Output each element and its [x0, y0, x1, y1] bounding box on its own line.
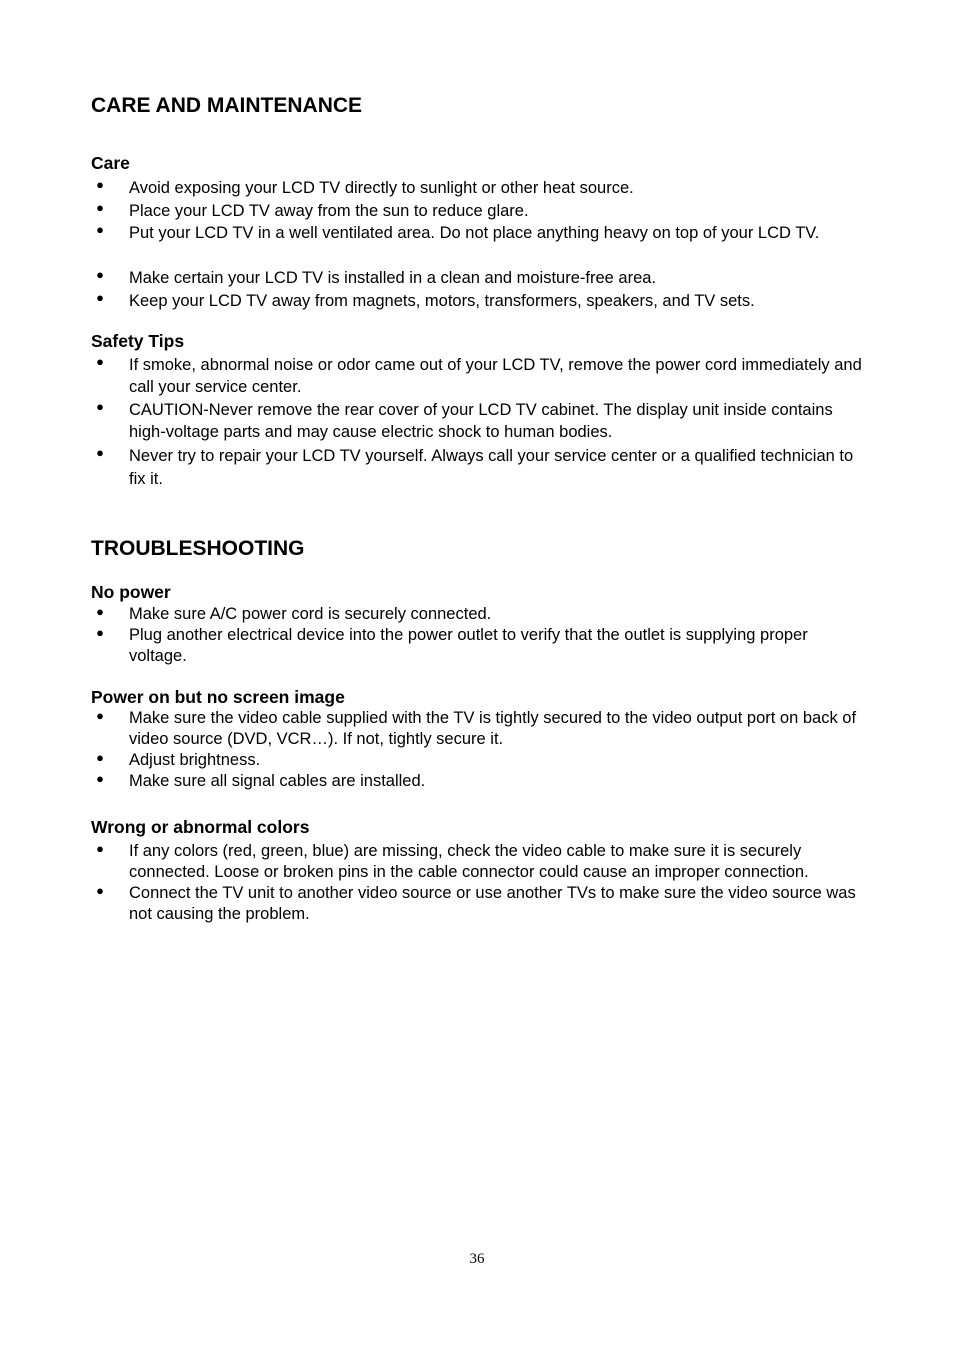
page-number: 36: [469, 1251, 485, 1267]
subheading-safety-tips: Safety Tips: [91, 331, 185, 351]
list-item-text: Make certain your LCD TV is installed in a clean and moisture-free area.: [129, 269, 657, 287]
list-item-text: Keep your LCD TV away from magnets, motors, transformers, speakers, and TV sets.: [129, 292, 755, 310]
bullet-icon: ●: [96, 604, 104, 619]
subheading-no-power: No power: [91, 582, 171, 602]
bullet-icon: ●: [96, 750, 104, 765]
list-item-text: CAUTION-Never remove the rear cover of your LCD TV cabinet. The display unit inside contains high-voltage parts and may cause electric shock to human bodies.: [129, 401, 833, 441]
subheading-no-screen-image: Power on but no screen image: [91, 687, 345, 707]
list-item-text: Put your LCD TV in a well ventilated area. Do not place anything heavy on top of your LCD TV.: [129, 224, 820, 242]
bullet-icon: ●: [96, 200, 104, 215]
list-item-text: Never try to repair your LCD TV yourself. Always call your service center or a qualified technician to fix it.: [129, 447, 854, 488]
list-item-text: Place your LCD TV away from the sun to reduce glare.: [129, 202, 529, 220]
section-title-care-maintenance: CARE AND MAINTENANCE: [91, 94, 363, 117]
list-item-text: Make sure all signal cables are installed.: [129, 772, 426, 790]
list-item-text: Plug another electrical device into the power outlet to verify that the outlet is supplying proper voltage.: [129, 626, 808, 665]
list-item-text: If smoke, abnormal noise or odor came out of your LCD TV, remove the power cord immediately and call your service center.: [129, 356, 862, 396]
bullet-icon: ●: [96, 445, 104, 460]
bullet-icon: ●: [96, 267, 104, 282]
list-item-text: Make sure A/C power cord is securely connected.: [129, 605, 492, 623]
bullet-icon: ●: [96, 625, 104, 640]
list-item-text: Avoid exposing your LCD TV directly to sunlight or other heat source.: [129, 179, 634, 197]
bullet-icon: ●: [96, 290, 104, 305]
bullet-icon: ●: [96, 708, 104, 723]
list-item-text: If any colors (red, green, blue) are missing, check the video cable to make sure it is securely connected. Loose or broken pins in the cable connector could cause an improper connection.: [129, 842, 809, 881]
bullet-icon: ●: [96, 399, 104, 414]
subheading-wrong-colors: Wrong or abnormal colors: [91, 817, 310, 837]
bullet-icon: ●: [96, 883, 104, 898]
bullet-icon: ●: [96, 771, 104, 786]
bullet-icon: ●: [96, 841, 104, 856]
bullet-icon: ●: [96, 354, 104, 369]
bullet-icon: ●: [96, 177, 104, 192]
section-title-troubleshooting: TROUBLESHOOTING: [91, 537, 305, 560]
subheading-care: Care: [91, 153, 130, 173]
list-item-text: Make sure the video cable supplied with the TV is tightly secured to the video output port on back of video source (DVD, VCR…). If not, tightly secure it.: [129, 709, 857, 748]
list-item-text: Adjust brightness.: [129, 751, 261, 769]
bullet-icon: ●: [96, 222, 104, 237]
list-item-text: Connect the TV unit to another video source or use another TVs to make sure the video source was not causing the problem.: [129, 884, 856, 923]
